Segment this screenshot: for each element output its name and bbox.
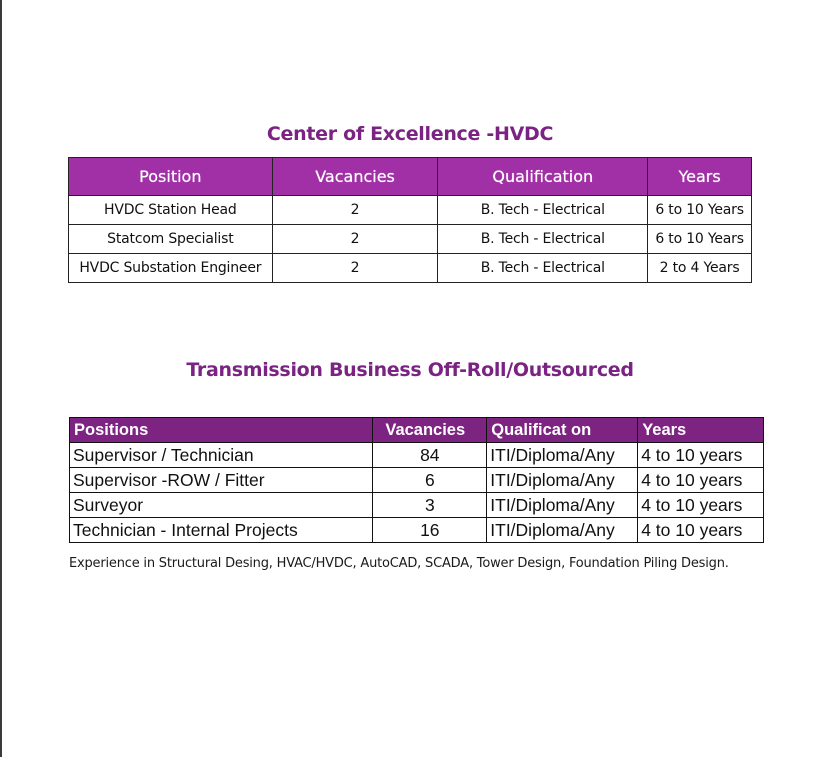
table-header-row: [70, 418, 764, 443]
table-cell: 6 to 10 Years: [648, 196, 752, 225]
table-cell: 4 to 10 years: [638, 493, 764, 518]
table-row: [70, 468, 764, 493]
table-row: [69, 196, 752, 225]
table-cell: HVDC Station Head: [69, 196, 273, 225]
table-row: [69, 225, 752, 254]
column-header: Qualification: [438, 158, 648, 196]
table-cell: HVDC Substation Engineer: [69, 254, 273, 283]
tb-title: Transmission Business Off-Roll/Outsourced: [186, 359, 634, 381]
table-cell: Supervisor / Technician: [70, 443, 373, 468]
table-header-row: [69, 158, 752, 196]
experience-note: Experience in Structural Desing, HVAC/HVDC, AutoCAD, SCADA, Tower Design, Foundation Piling Design.: [69, 556, 729, 571]
table-cell: 4 to 10 years: [638, 443, 764, 468]
table-cell: 3: [373, 493, 487, 518]
table-cell: 2: [272, 196, 438, 225]
coe-table: [68, 157, 752, 283]
column-header: Vacancies: [373, 418, 487, 443]
table-cell: Surveyor: [70, 493, 373, 518]
table-row: [70, 443, 764, 468]
column-header: Qualificat on: [487, 418, 638, 443]
table-cell: 2 to 4 Years: [648, 254, 752, 283]
table-cell: 2: [272, 254, 438, 283]
table-cell: 6: [373, 468, 487, 493]
table-cell: 84: [373, 443, 487, 468]
table-cell: 4 to 10 years: [638, 518, 764, 543]
column-header: Years: [648, 158, 752, 196]
table-cell: 6 to 10 Years: [648, 225, 752, 254]
table-cell: B. Tech - Electrical: [438, 254, 648, 283]
table-cell: B. Tech - Electrical: [438, 225, 648, 254]
tb-table: [69, 417, 764, 543]
coe-title: Center of Excellence -HVDC: [266, 123, 554, 145]
table-cell: B. Tech - Electrical: [438, 196, 648, 225]
table-cell: 4 to 10 years: [638, 468, 764, 493]
table-cell: ITI/Diploma/Any: [487, 443, 638, 468]
table-cell: 16: [373, 518, 487, 543]
column-header: Positions: [70, 418, 373, 443]
table-cell: 2: [272, 225, 438, 254]
table-cell: ITI/Diploma/Any: [487, 493, 638, 518]
table-cell: ITI/Diploma/Any: [487, 518, 638, 543]
table-row: [69, 254, 752, 283]
table-cell: Supervisor -ROW / Fitter: [70, 468, 373, 493]
column-header: Position: [69, 158, 273, 196]
table-row: [70, 493, 764, 518]
table-cell: Technician - Internal Projects: [70, 518, 373, 543]
column-header: Years: [638, 418, 764, 443]
table-cell: Statcom Specialist: [69, 225, 273, 254]
table-cell: ITI/Diploma/Any: [487, 468, 638, 493]
column-header: Vacancies: [272, 158, 438, 196]
table-row: [70, 518, 764, 543]
